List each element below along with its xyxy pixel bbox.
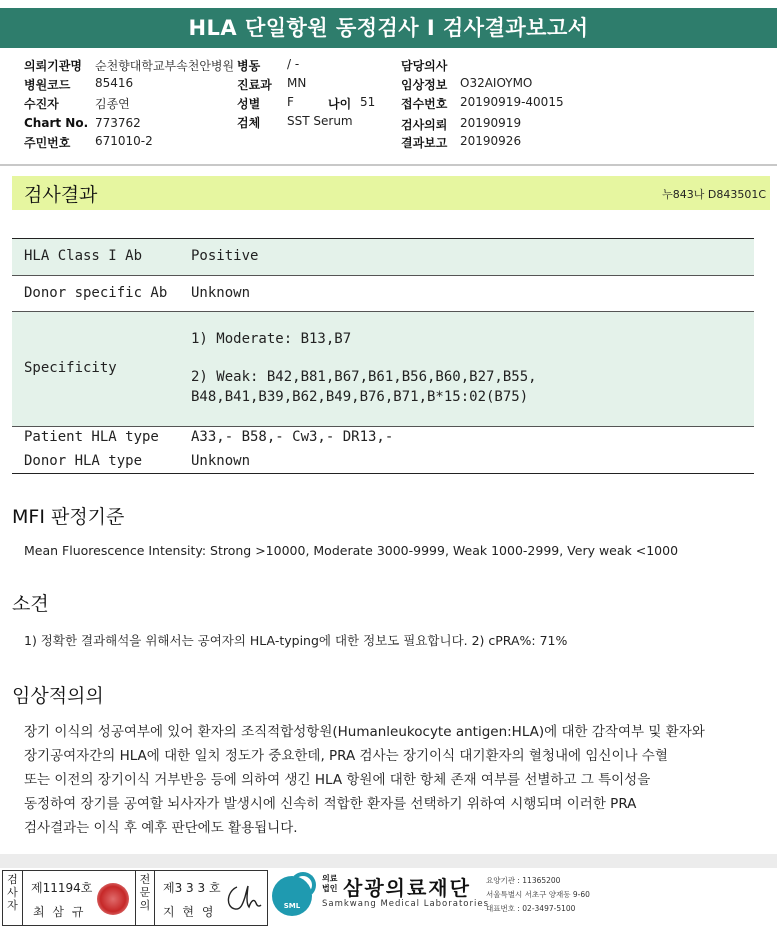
report-title: HLA 단일항원 동정검사 I 검사결과보고서 (0, 8, 777, 48)
official-seal-icon (97, 883, 129, 915)
physician-label: 담당의사 (401, 59, 448, 73)
specimen-value: SST Serum (287, 114, 353, 128)
paragraph-line: 검사결과는 이식 후 예후 판단에도 활용됩니다. (24, 820, 298, 836)
footer (0, 868, 777, 934)
chart-no-value: 773762 (95, 116, 141, 130)
org-english-name: Samkwang Medical Laboratories (322, 899, 490, 909)
age-value: 51 (360, 95, 376, 109)
donor-hla-label: Donor HLA type (24, 453, 143, 469)
institution-value: 순천향대학교부속천안병원 (95, 59, 235, 73)
donor-hla-value: Unknown (191, 453, 251, 469)
department-label: 진료과 (237, 78, 272, 92)
tester-license-no: 제11194호 (31, 881, 93, 895)
sex-label: 성별 (237, 97, 261, 111)
tester-label: 검사자 (3, 871, 23, 925)
patient-info-block (0, 52, 777, 164)
age-label: 나이 (328, 97, 352, 111)
clinical-significance-text (24, 720, 705, 840)
table-row (12, 275, 754, 311)
dsa-label: Donor specific Ab (24, 285, 168, 301)
tester-name: 최 삼 규 (33, 905, 86, 919)
org-name: 삼광의료재단 (343, 876, 471, 900)
org-phone: 대표번호 : 02-3497-5100 (486, 904, 576, 913)
resident-no-value: 671010-2 (95, 134, 153, 148)
mfi-text: Mean Fluorescence Intensity: Strong >10000, Moderate 3000-9999, Weak 1000-2999, Very weak <1000 (24, 543, 679, 558)
org-type: 의료법인 (322, 874, 338, 893)
table-row (12, 426, 754, 473)
resident-no-label: 주민번호 (24, 136, 71, 150)
clinical-significance-heading: 임상적의의 (12, 685, 104, 707)
table-row (12, 239, 754, 275)
specialist-name: 지 현 영 (163, 905, 216, 919)
specimen-label: 검체 (237, 116, 261, 130)
logo-swoosh-icon (290, 872, 316, 898)
result-section-header (12, 176, 770, 210)
divider (0, 164, 777, 166)
specialist-label: 전문의 (135, 871, 155, 925)
department-value: MN (287, 76, 307, 90)
logo-text: SML (283, 902, 301, 910)
report-date-value: 20190926 (460, 134, 522, 148)
hospital-code-label: 병원코드 (24, 78, 71, 92)
mfi-heading: MFI 판정기준 (12, 506, 125, 528)
table-row (12, 311, 754, 426)
paragraph-line: 장기 이식의 성공여부에 있어 환자의 조직적합성항원(Humanleukocyte antigen:HLA)에 대한 감작여부 및 환자와 (24, 724, 705, 740)
signature-icon (223, 881, 263, 915)
hla-class1-label: HLA Class I Ab (24, 248, 143, 264)
institution-label: 의뢰기관명 (24, 59, 82, 73)
org-address: 서울특별시 서초구 양재동 9-60 (486, 890, 590, 899)
patient-hla-value: A33,- B58,- Cw3,- DR13,- (191, 429, 394, 445)
sex-value: F (287, 95, 294, 109)
result-section-code: 누843나 D843501C (662, 188, 766, 201)
hospital-code-value: 85416 (95, 76, 134, 90)
ward-value: / - (287, 57, 300, 71)
result-section-title: 검사결과 (24, 184, 98, 206)
clinical-info-value: O32AIOYMO (460, 76, 533, 90)
hla-class1-value: Positive (191, 248, 259, 264)
specialist-license-no: 제3 3 3 호 (163, 881, 221, 895)
dsa-value: Unknown (191, 285, 251, 301)
org-code: 요양기관 : 11365200 (486, 876, 561, 885)
specificity-weak-cont: B48,B41,B39,B62,B49,B76,B71,B*15:02(B75) (191, 389, 529, 405)
request-date-value: 20190919 (460, 116, 522, 130)
specificity-weak: 2) Weak: B42,B81,B67,B61,B56,B60,B27,B55, (191, 369, 537, 385)
signature-box (2, 870, 268, 926)
paragraph-line: 또는 이전의 장기이식 거부반응 등에 의하여 생긴 HLA 항원에 대한 항체 존재 여부를 선별하고 그 특이성을 (24, 772, 651, 788)
paragraph-line: 장기공여자간의 HLA에 대한 일치 정도가 중요한데, PRA 검사는 장기이식 대기환자의 혈청내에 임신이나 수혈 (24, 748, 668, 764)
ward-label: 병동 (237, 59, 261, 73)
patient-hla-label: Patient HLA type (24, 429, 159, 445)
receipt-value: 20190919-40015 (460, 95, 564, 109)
opinion-text: 1) 정확한 결과해석을 위해서는 공여자의 HLA-typing에 대한 정보도 필요합니다. 2) cPRA%: 71% (24, 633, 568, 648)
org-contact-info (486, 874, 590, 916)
request-date-label: 검사의뢰 (401, 118, 448, 132)
chart-no-label: Chart No. (24, 116, 89, 130)
name-label: 수진자 (24, 97, 59, 111)
clinical-info-label: 임상정보 (401, 78, 448, 92)
specificity-label: Specificity (24, 360, 117, 376)
result-table (12, 238, 754, 474)
name-value: 김종연 (95, 97, 130, 111)
footer-divider (0, 854, 777, 868)
opinion-heading: 소견 (12, 593, 49, 615)
paragraph-line: 동정하여 장기를 공여할 뇌사자가 발생시에 신속히 적합한 환자를 선택하기 위하여 시행되며 이러한 PRA (24, 796, 637, 812)
receipt-label: 접수번호 (401, 97, 448, 111)
specificity-moderate: 1) Moderate: B13,B7 (191, 331, 352, 347)
report-date-label: 결과보고 (401, 136, 448, 150)
